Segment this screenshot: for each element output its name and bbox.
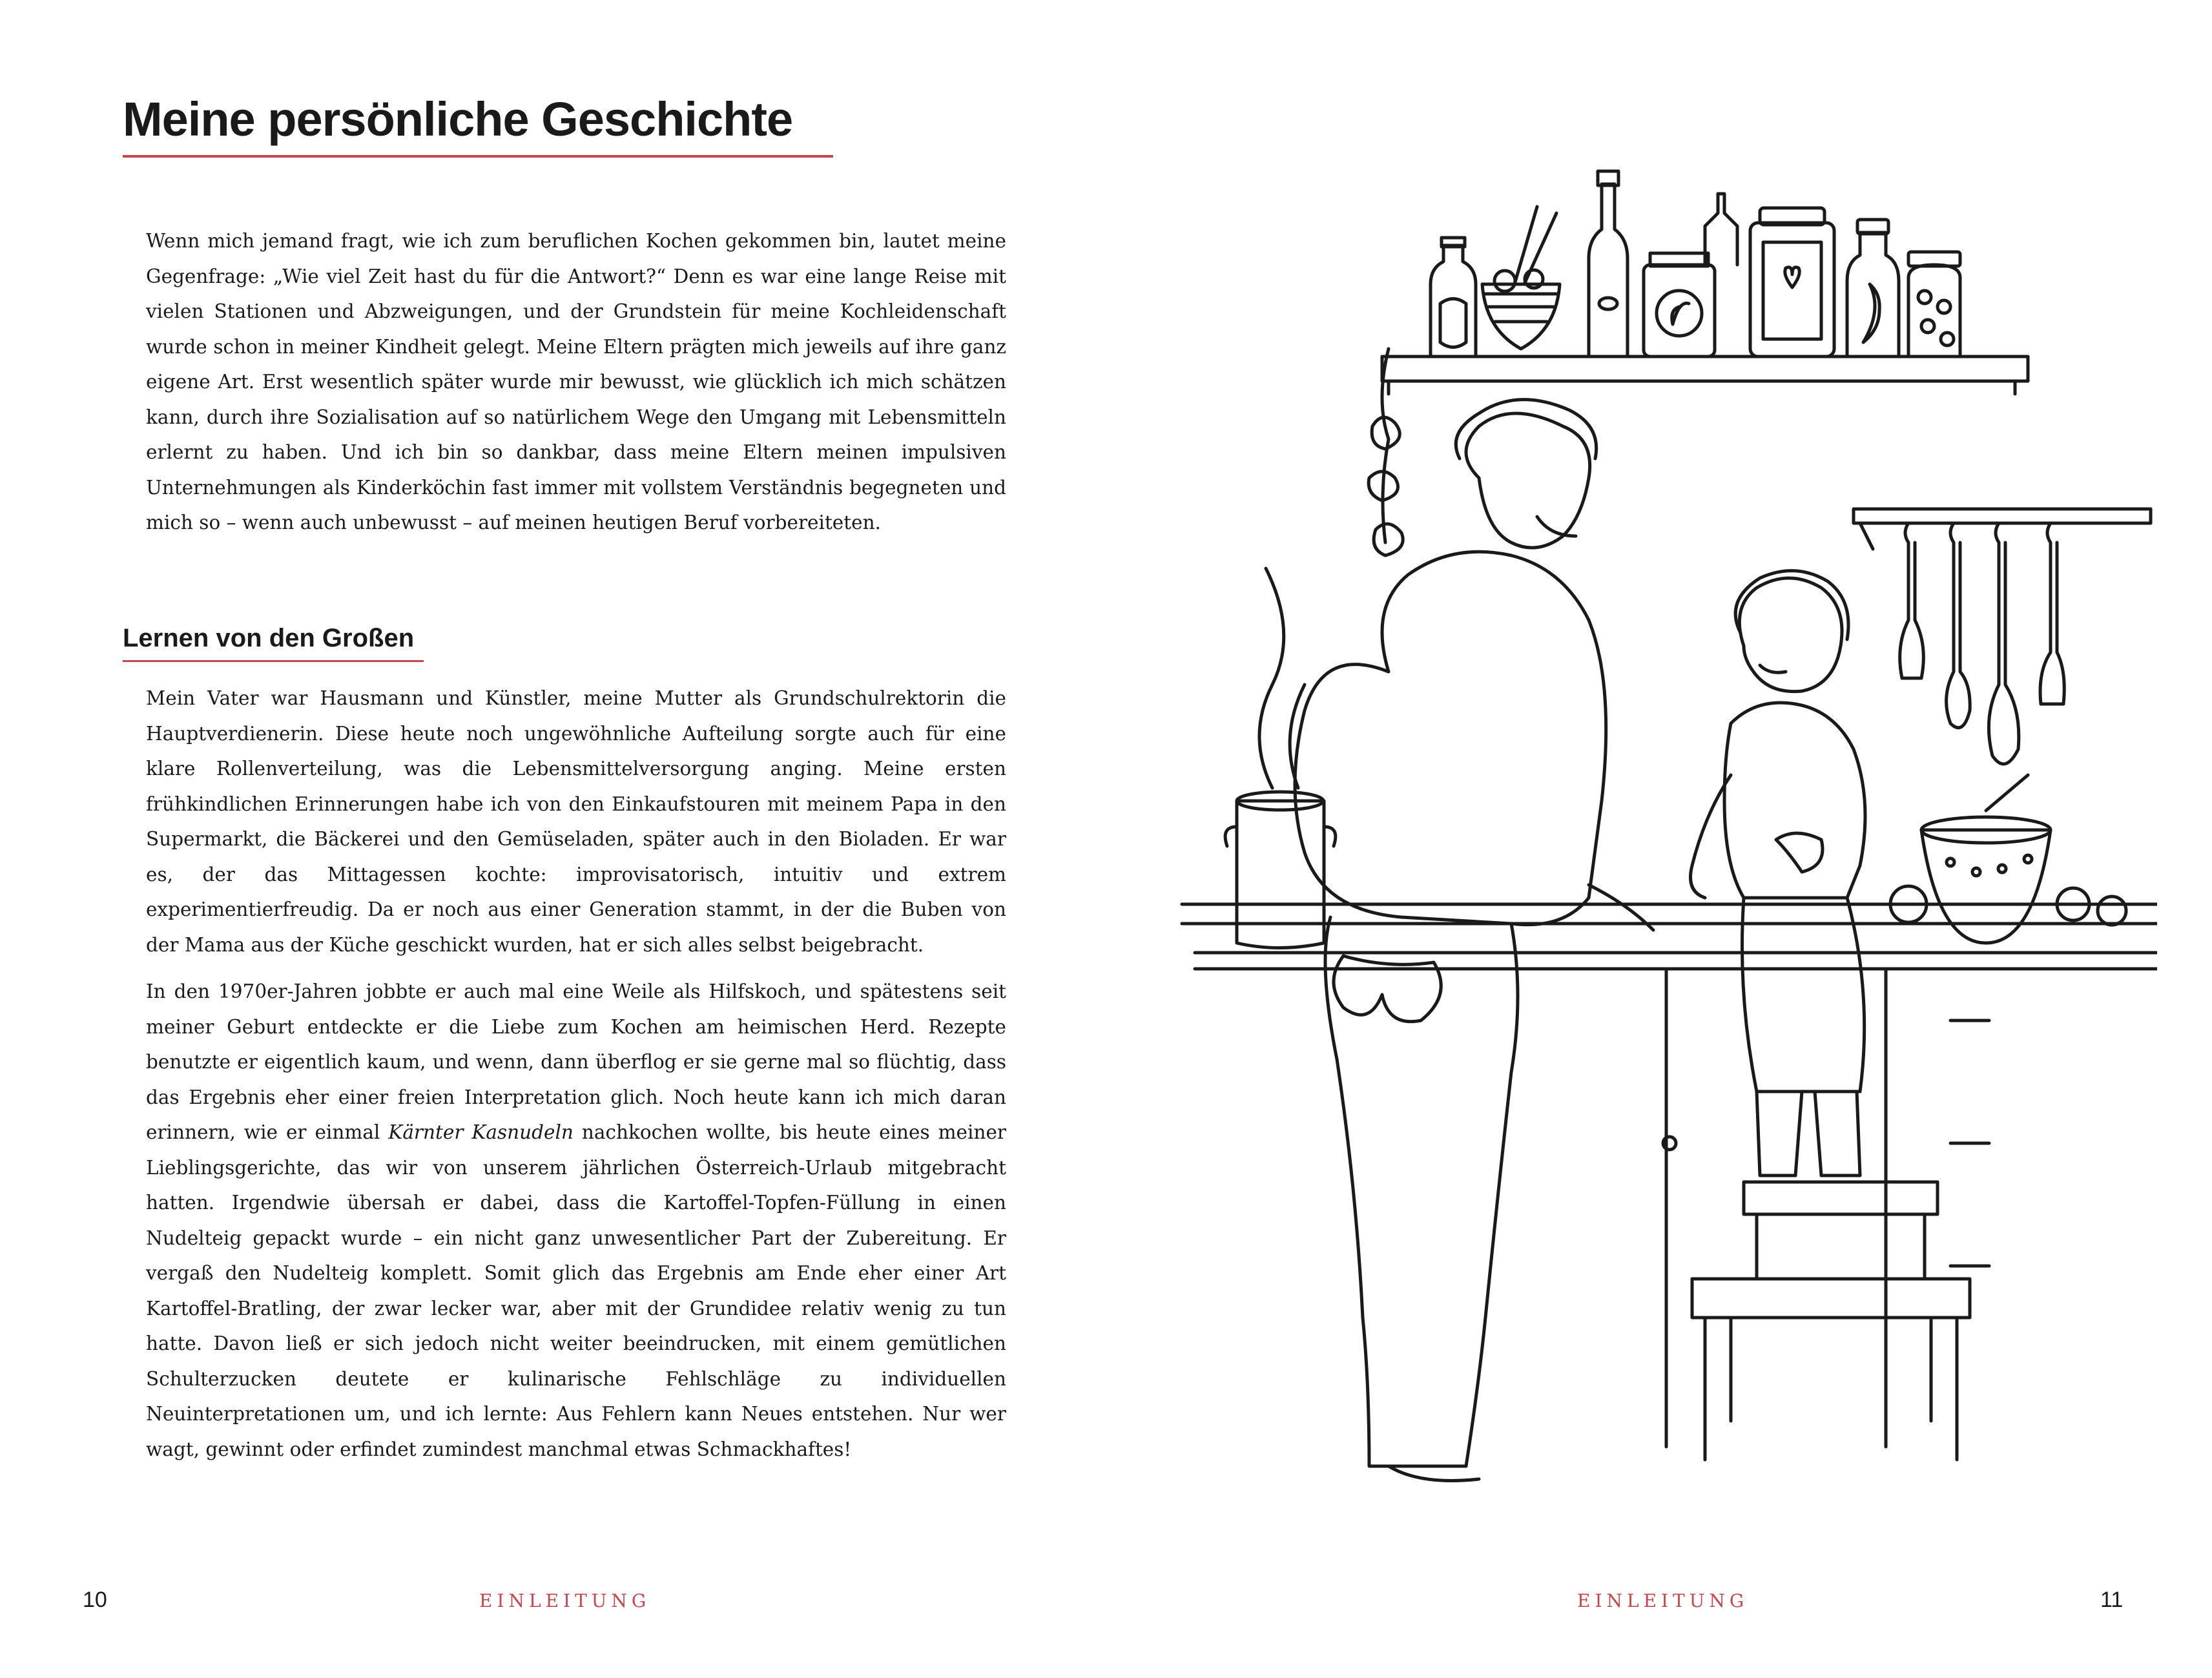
body-paragraph-2: Mein Vater war Hausmann und Künstler, meine Mutter als Grundschulrektorin die Hauptverdienerin. Diese heute noch ungewöhnliche Aufteilung sorgte auch für eine klare Rollenverteilung, was die Lebensmittelversorgung anging. Meine ersten frühkindlichen Erinnerungen habe ich von den Einkaufstouren mit meinem Papa in den Supermarkt, die Bäckerei und den Gemüseladen, später auch in den Bioladen. Er war es, der das Mittagessen kochte: improvisatorisch, intuitiv und extrem experimentierfreudig. Da er noch aus einer Generation stammt, in der die Buben von der Mama aus der Küche geschickt wurden, hat er sich alles selbst beigebracht. [146, 687, 1006, 956]
paragraph-3-text-start: In den 1970er-Jahren jobbte er auch mal eine Weile als Hilfskoch, und spätestens seit meiner Geburt entdeckte er die Liebe zum Kochen am heimischen Herd. Rezepte benutzte er eigentlich kaum, und wenn, dann überflog er sie gerne mal so flüchtig, dass das Ergebnis eher einer freien Interpretation glich. Noch heute kann ich mich daran erinnern, wie er einmal [146, 980, 1006, 1143]
mixing-bowl [1890, 775, 2126, 943]
page-number-right: 11 [2100, 1588, 2124, 1612]
title-underline [123, 155, 833, 158]
kitchen-illustration [1175, 155, 2157, 1498]
section-heading: Lernen von den Großen [123, 624, 415, 652]
page-number-left: 10 [83, 1588, 107, 1612]
page-title: Meine persönliche Geschichte [123, 92, 793, 146]
section-heading-underline [123, 660, 424, 662]
kitchen-counter [1182, 904, 2157, 1447]
running-title-right: EINLEITUNG [1577, 1590, 1749, 1611]
top-shelf [1382, 357, 2028, 394]
step-stool [1692, 1182, 1970, 1460]
body-paragraph-3 [146, 974, 1006, 1467]
paragraph-3-text-end: nachkochen wollte, bis heute eines meiner Lieblingsgerichte, das wir von unserem jährlichen Österreich-Urlaub mitgebracht hatten. Irgendwie übersah er dabei, dass die Kartoffel-Topfen-Füllung in einen Nudelteig gepackt wurde – ein nicht ganz unwesentlicher Part der Zubereitung. Er vergaß den Nudelteig komplett. Somit glich das Ergebnis am Ende eher einer Art Kartoffel-Bratling, der zwar lecker war, aber mit der Grundidee relativ wenig zu tun hatte. Davon ließ er sich jedoch nicht weiter beeindrucken, mit einem gemütlichen Schulterzucken deutete er kulinarische Fehlschläge zu individuellen Neuinterpretationen um, und ich lernte: Aus Fehlern kann Neues entstehen. Nur wer wagt, gewinnt oder erfindet zumindest manchmal etwas Schmackhaftes! [146, 1121, 1007, 1460]
dish-name-italic: Kärnter Kasnudeln [388, 1121, 574, 1143]
running-title-left: EINLEITUNG [479, 1590, 651, 1611]
shelf-jars [1431, 171, 1960, 357]
father-figure [1295, 400, 1653, 1481]
intro-paragraph: Wenn mich jemand fragt, wie ich zum beruflichen Kochen gekommen bin, lautet meine Gegenfrage: „Wie viel Zeit hast du für die Antwort?“ Denn es war eine lange Reise mit vielen Stationen und Abzweigungen, und der Grundstein für meine Kochleidenschaft wurde schon in meiner Kindheit gelegt. Meine Eltern prägten mich jeweils auf ihre ganz eigene Art. Erst wesentlich später wurde mir bewusst, wie glücklich ich mich schätzen kann, durch ihre Sozialisation auf so natürlichem Wege den Umgang mit Lebensmitteln erlernt zu haben. Und ich bin so dankbar, dass meine Eltern meinen impulsiven Unternehmungen als Kinderköchin fast immer mit vollstem Verständnis begegneten und mich so – wenn auch unbewusst – auf meinen heutigen Beruf vorbereiteten. [146, 230, 1006, 533]
child-figure [1691, 571, 1866, 1176]
utensil-rail [1854, 509, 2151, 764]
cooking-pot [1225, 568, 1336, 948]
